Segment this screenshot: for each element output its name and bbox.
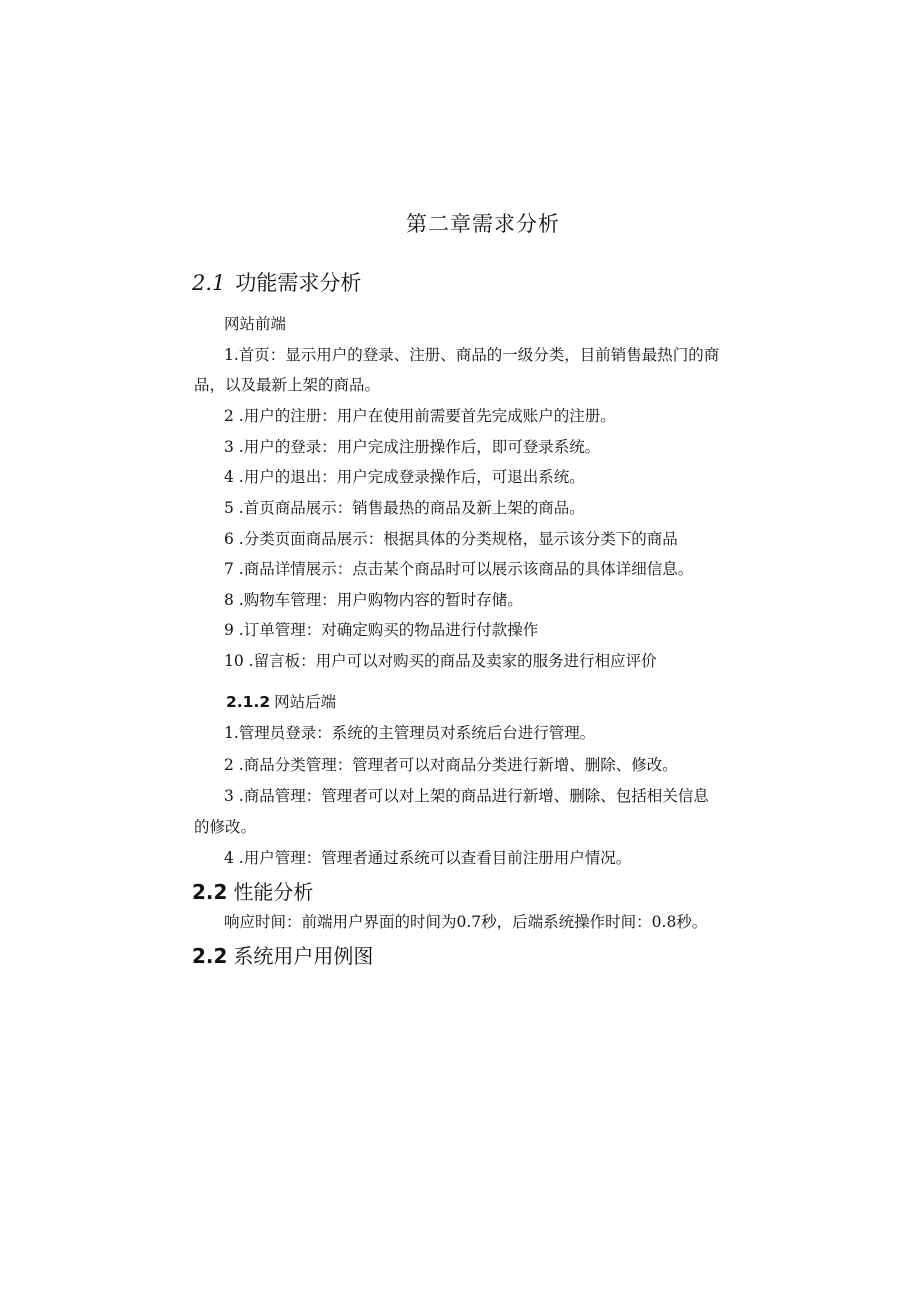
chapter-title: 第二章需求分析 bbox=[406, 212, 560, 236]
section-title: 功能需求分析 bbox=[235, 271, 362, 295]
frontend-item: 10 .留言板：用户可以对购买的商品及卖家的服务进行相应评价 bbox=[224, 652, 657, 670]
usecase-heading bbox=[192, 940, 373, 969]
backend-heading bbox=[226, 690, 336, 712]
usecase-title: 系统用户用例图 bbox=[233, 944, 374, 968]
performance-number: 2.2 bbox=[192, 880, 228, 904]
performance-heading bbox=[192, 876, 313, 905]
performance-text: 响应时间：前端用户界面的时间为0.7秒，后端系统操作时间：0.8秒。 bbox=[224, 913, 708, 931]
frontend-item: 3 .用户的登录：用户完成注册操作后，即可登录系统。 bbox=[224, 438, 601, 456]
section-number: 2.1 bbox=[192, 271, 226, 295]
backend-title: 网站后端 bbox=[274, 693, 337, 711]
frontend-item: 5 .首页商品展示：销售最热的商品及新上架的商品。 bbox=[224, 499, 585, 517]
frontend-item: 6 .分类页面商品展示：根据具体的分类规格，显示该分类下的商品 bbox=[224, 530, 678, 548]
backend-item-3-line-2: 的修改。 bbox=[194, 818, 257, 836]
frontend-item: 2 .用户的注册：用户在使用前需要首先完成账户的注册。 bbox=[224, 407, 616, 425]
frontend-item: 8 .购物车管理：用户购物内容的暂时存储。 bbox=[224, 591, 523, 609]
section-2-1-heading bbox=[192, 267, 361, 297]
frontend-item: 7 .商品详情展示：点击某个商品时可以展示该商品的具体详细信息。 bbox=[224, 560, 694, 578]
backend-item-4: 4 .用户管理：管理者通过系统可以查看目前注册用户情况。 bbox=[224, 849, 632, 867]
frontend-item-1-line-2: 品，以及最新上架的商品。 bbox=[194, 376, 381, 394]
performance-title: 性能分析 bbox=[233, 880, 314, 904]
backend-item-3-line-1: 3 .商品管理：管理者可以对上架的商品进行新增、删除、包括相关信息 bbox=[224, 787, 709, 805]
frontend-item-1-line-1: 1.首页：显示用户的登录、注册、商品的一级分类，目前销售最热门的商 bbox=[224, 346, 720, 364]
backend-number: 2.1.2 bbox=[226, 693, 271, 711]
usecase-number: 2.2 bbox=[192, 944, 228, 968]
frontend-item: 9 .订单管理：对确定购买的物品进行付款操作 bbox=[224, 621, 539, 639]
frontend-heading: 网站前端 bbox=[224, 315, 287, 333]
frontend-item: 4 .用户的退出：用户完成登录操作后，可退出系统。 bbox=[224, 468, 585, 486]
backend-item-1: 1.管理员登录：系统的主管理员对系统后台进行管理。 bbox=[224, 724, 596, 742]
backend-item-2: 2 .商品分类管理：管理者可以对商品分类进行新增、删除、修改。 bbox=[224, 756, 678, 774]
